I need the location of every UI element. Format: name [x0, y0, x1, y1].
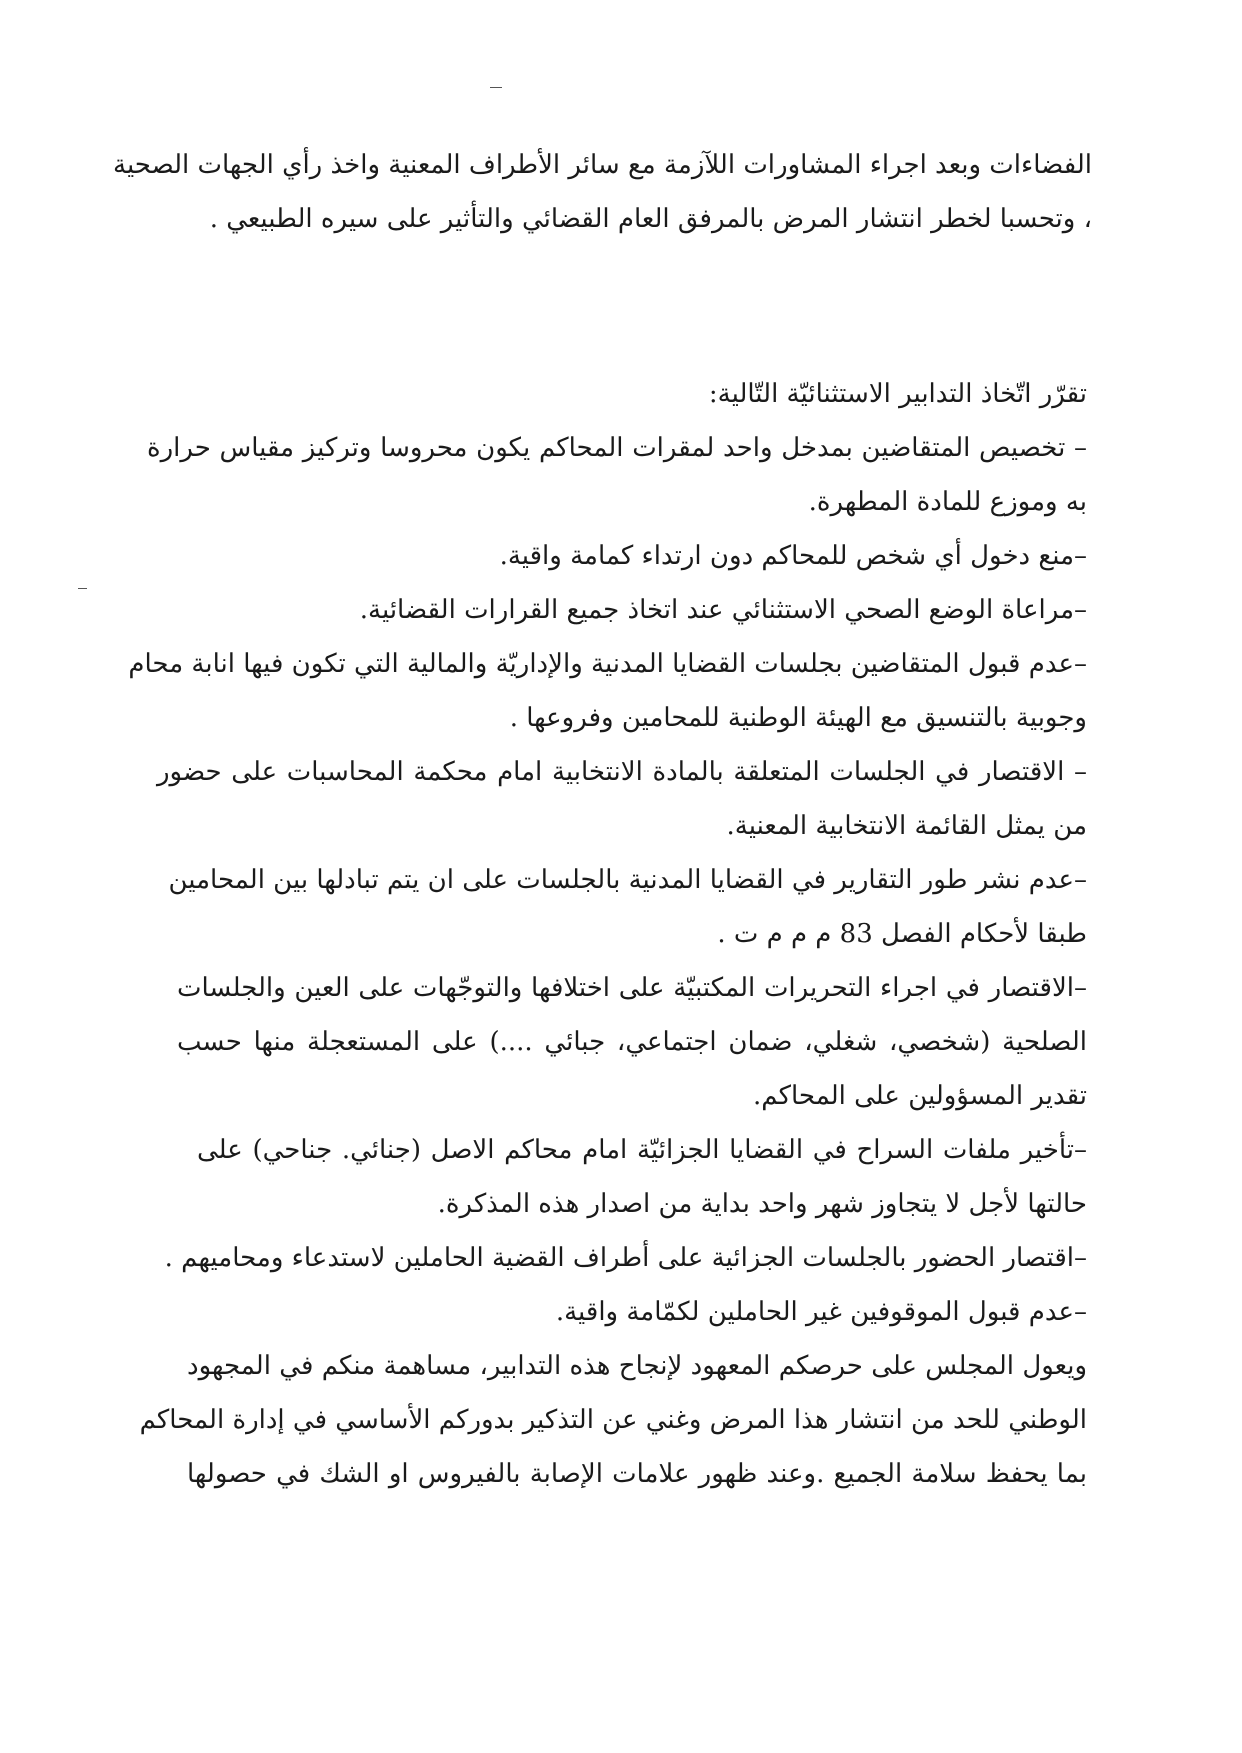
scan-mark — [490, 87, 502, 88]
body-line: –عدم قبول المتقاضين بجلسات القضايا المدنية والإداريّة والمالية التي تكون فيها انابة محام — [128, 649, 1087, 679]
measures-heading: تقرّر اتّخاذ التدابير الاستثنائيّة التّالية: — [708, 379, 1087, 409]
body-line: –عدم قبول الموقوفين غير الحاملين لكمّامة واقية. — [555, 1297, 1087, 1327]
body-line: وجوبية بالتنسيق مع الهيئة الوطنية للمحامين وفروعها . — [509, 703, 1087, 733]
body-line: – تخصيص المتقاضين بمدخل واحد لمقرات المحاكم يكون محروسا وتركيز مقياس حرارة — [147, 433, 1087, 463]
body-line: بما يحفظ سلامة الجميع .وعند ظهور علامات الإصابة بالفيروس او الشك في حصولها — [187, 1459, 1087, 1489]
body-line: –عدم نشر طور التقارير في القضايا المدنية بالجلسات على ان يتم تبادلها بين المحامين — [168, 865, 1087, 895]
body-line: ويعول المجلس على حرصكم المعهود لإنجاح هذه التدابير، مساهمة منكم في المجهود — [187, 1351, 1087, 1381]
body-line: تقدير المسؤولين على المحاكم. — [753, 1081, 1087, 1111]
body-line: – الاقتصار في الجلسات المتعلقة بالمادة الانتخابية امام محكمة المحاسبات على حضور — [157, 757, 1087, 787]
body-line: به وموزع للمادة المطهرة. — [808, 487, 1087, 517]
intro-line: الفضاءات وبعد اجراء المشاورات اللآزمة مع سائر الأطراف المعنية واخذ رأي الجهات الصحية — [113, 150, 1092, 180]
body-line: –اقتصار الحضور بالجلسات الجزائية على أطراف القضية الحاملين لاستدعاء ومحاميهم . — [164, 1243, 1087, 1273]
body-line: –منع دخول أي شخص للمحاكم دون ارتداء كمامة واقية. — [499, 541, 1087, 571]
body-line: –تأخير ملفات السراح في القضايا الجزائيّة امام محاكم الاصل (جنائي. جناحي) على — [197, 1135, 1087, 1165]
body-line: من يمثل القائمة الانتخابية المعنية. — [726, 811, 1087, 841]
body-line: –مراعاة الوضع الصحي الاستثنائي عند اتخاذ جميع القرارات القضائية. — [359, 595, 1087, 625]
scan-mark — [78, 588, 87, 589]
body-line: الصلحية (شخصي، شغلي، ضمان اجتماعي، جبائي ....) على المستعجلة منها حسب — [177, 1027, 1087, 1057]
body-line: الوطني للحد من انتشار هذا المرض وغني عن التذكير بدوركم الأساسي في إدارة المحاكم — [139, 1405, 1087, 1435]
body-line: حالتها لأجل لا يتجاوز شهر واحد بداية من اصدار هذه المذكرة. — [437, 1189, 1087, 1219]
body-line: طبقا لأحكام الفصل 83 م م م ت . — [717, 919, 1087, 949]
body-line: –الاقتصار في اجراء التحريرات المكتبيّة على اختلافها والتوجّهات على العين والجلسات — [177, 973, 1087, 1003]
intro-line: ، وتحسبا لخطر انتشار المرض بالمرفق العام القضائي والتأثير على سيره الطبيعي . — [209, 204, 1092, 234]
